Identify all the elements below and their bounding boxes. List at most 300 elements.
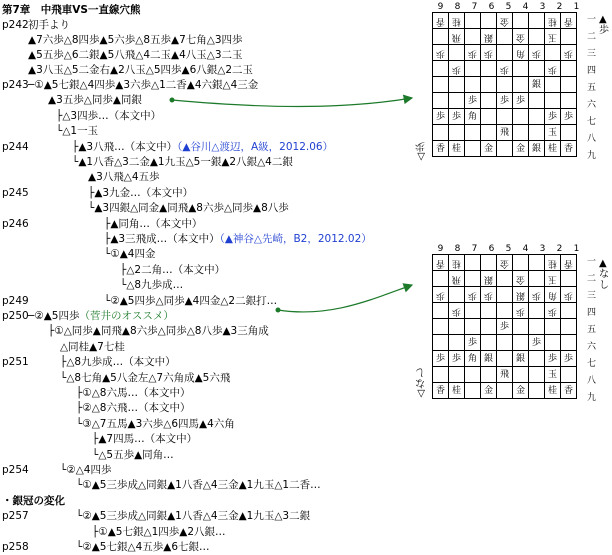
column-number: 7	[471, 244, 478, 254]
shogi-piece: 歩	[467, 95, 477, 106]
shogi-piece: 角	[467, 353, 477, 364]
shogi-piece: 飛	[451, 273, 461, 284]
board-square	[433, 29, 449, 45]
board-square	[449, 125, 465, 141]
shogi-piece: 歩	[499, 321, 509, 332]
board-square	[561, 335, 577, 351]
shogi-piece: 銀	[515, 353, 525, 364]
board-square	[545, 61, 561, 77]
shogi-piece: 歩	[467, 47, 477, 58]
board-square	[513, 141, 529, 157]
shogi-piece: 金	[515, 385, 525, 396]
shogi-piece: 歩	[435, 289, 445, 300]
board-square	[465, 29, 481, 45]
board-square	[529, 287, 545, 303]
board-square	[529, 271, 545, 287]
board-square	[529, 109, 545, 125]
shogi-piece: 歩	[451, 353, 461, 364]
column-number: 6	[488, 244, 495, 254]
board-square	[433, 109, 449, 125]
board-square	[481, 141, 497, 157]
board-square	[513, 319, 529, 335]
sente-hand-1: ▲歩	[599, 14, 609, 36]
shogi-piece: 歩	[531, 289, 541, 300]
board-square	[433, 383, 449, 399]
row-number: 二	[587, 274, 597, 284]
row-number: 四	[587, 66, 597, 76]
move-sequence: └②▲5四歩△同歩▲4四金△2二銀打…	[104, 294, 278, 307]
row-number: 一	[587, 15, 597, 25]
board-square	[561, 255, 577, 271]
board-2-column-numbers	[432, 244, 585, 254]
board-square	[449, 303, 465, 319]
board-square	[529, 93, 545, 109]
column-number: 2	[556, 244, 563, 254]
shogi-piece: 歩	[547, 63, 557, 74]
move-sequence: ─①▲5七銀△4四歩▲3六歩△1二香▲4六銀△4三金	[28, 79, 259, 91]
board-square	[545, 77, 561, 93]
column-number: 6	[488, 2, 495, 12]
board-square	[449, 13, 465, 29]
board-square	[529, 351, 545, 367]
board-square	[449, 287, 465, 303]
page-number: p251	[2, 356, 29, 369]
board-square	[529, 45, 545, 61]
shogi-piece: 歩	[499, 95, 509, 106]
move-sequence: └△8七角▲5八金左△7六角成▲5六飛	[60, 371, 231, 384]
shogi-piece: 角	[547, 289, 557, 300]
shogi-piece: 桂	[451, 143, 461, 154]
shogi-piece: 香	[435, 385, 445, 396]
board-square	[433, 335, 449, 351]
board-square	[529, 61, 545, 77]
board-square	[449, 29, 465, 45]
board-square	[513, 29, 529, 45]
board-square	[529, 125, 545, 141]
board-square	[545, 13, 561, 29]
board-square	[513, 13, 529, 29]
move-sequence: ├②△8六飛…（本文中）	[76, 402, 191, 415]
column-number: 3	[539, 2, 546, 12]
board-1-row-numbers	[587, 12, 596, 165]
page-number: p244	[2, 140, 29, 153]
board-square	[481, 367, 497, 383]
board-square	[561, 271, 577, 287]
board-square	[545, 335, 561, 351]
board-square	[481, 29, 497, 45]
board-square	[545, 93, 561, 109]
shogi-piece: 金	[499, 257, 509, 268]
shogi-piece: 桂	[547, 257, 557, 268]
board-square	[513, 287, 529, 303]
board-square	[529, 383, 545, 399]
shogi-piece: 金	[515, 273, 525, 284]
row-number: 八	[587, 376, 597, 386]
board-square	[465, 77, 481, 93]
move-sequence: └③△7五馬▲3六歩△6四馬▲4六角	[76, 417, 235, 430]
move-sequence: ├①△同歩▲同飛▲8六歩△同歩△8八歩▲3三角成	[48, 325, 269, 338]
board-square	[513, 93, 529, 109]
board-square	[449, 271, 465, 287]
board-square	[449, 141, 465, 157]
board-square	[465, 93, 481, 109]
board-square	[513, 125, 529, 141]
board-square	[545, 109, 561, 125]
column-number: 5	[505, 244, 512, 254]
board-square	[513, 303, 529, 319]
shogi-piece: 香	[563, 257, 573, 268]
board-square	[481, 93, 497, 109]
shogi-piece: 香	[563, 15, 573, 26]
board-square	[465, 303, 481, 319]
board-square	[497, 367, 513, 383]
board-square	[433, 141, 449, 157]
board-square	[465, 319, 481, 335]
board-square	[433, 351, 449, 367]
board-square	[561, 61, 577, 77]
board-square	[433, 13, 449, 29]
shogi-board-1	[432, 12, 577, 157]
board-square	[529, 367, 545, 383]
column-number: 2	[556, 2, 563, 12]
board-square	[465, 61, 481, 77]
board-square	[561, 303, 577, 319]
shogi-piece: 金	[499, 15, 509, 26]
shogi-piece: 角	[467, 111, 477, 122]
board-square	[481, 351, 497, 367]
shogi-piece: 歩	[451, 63, 461, 74]
move-sequence: ├△3四歩…（本文中）	[56, 109, 162, 122]
section-title: ・銀冠の変化	[2, 495, 65, 507]
page-number: p254	[2, 464, 29, 476]
board-square	[545, 45, 561, 61]
shogi-piece: 飛	[451, 31, 461, 42]
board-square	[497, 13, 513, 29]
column-number: 9	[437, 244, 444, 254]
board-square	[513, 335, 529, 351]
board-square	[545, 367, 561, 383]
move-sequence: ├①△8六馬…（本文中）	[76, 387, 191, 399]
shogi-piece: 歩	[547, 111, 557, 122]
page-number: p245	[2, 186, 29, 199]
board-square	[433, 271, 449, 287]
shogi-piece: 歩	[483, 47, 493, 58]
shogi-piece: 香	[563, 385, 573, 396]
column-number: 3	[539, 244, 546, 254]
board-square	[513, 61, 529, 77]
shogi-piece: 歩	[435, 111, 445, 122]
row-number: 七	[587, 117, 597, 127]
board-square	[481, 109, 497, 125]
move-sequence: ▲3八飛△4五歩	[88, 171, 160, 184]
board-square	[497, 271, 513, 287]
board-square	[465, 287, 481, 303]
board-square	[529, 29, 545, 45]
board-square	[497, 93, 513, 109]
move-sequence: ├▲同角…（本文中）	[104, 217, 203, 230]
row-number: 五	[587, 83, 597, 93]
shogi-board-2	[432, 254, 577, 399]
board-square	[465, 125, 481, 141]
board-square	[465, 271, 481, 287]
board-square	[561, 93, 577, 109]
board-1-column-numbers	[432, 2, 585, 12]
board-square	[449, 61, 465, 77]
arrow-to-board-1	[172, 98, 412, 107]
board-square	[497, 351, 513, 367]
board-square	[433, 125, 449, 141]
board-square	[497, 335, 513, 351]
shogi-piece: 歩	[499, 63, 509, 74]
board-square	[449, 335, 465, 351]
board-square	[497, 303, 513, 319]
shogi-piece: 銀	[483, 31, 493, 42]
board-square	[497, 287, 513, 303]
move-sequence: └△5五歩▲同角…	[92, 448, 174, 461]
board-square	[529, 13, 545, 29]
shogi-piece: 歩	[483, 289, 493, 300]
board-square	[561, 287, 577, 303]
row-number: 九	[587, 151, 597, 161]
column-number: 9	[437, 2, 444, 12]
move-sequence: ├▲3八飛…（本文中）（▲谷川△渡辺，A級，2012.06）	[72, 140, 334, 153]
board-square	[481, 255, 497, 271]
board-square	[481, 13, 497, 29]
board-square	[529, 255, 545, 271]
board-square	[433, 367, 449, 383]
board-square	[545, 383, 561, 399]
shogi-piece: 銀	[531, 79, 541, 90]
move-sequence: └▲1八香△3二金▲1九玉△5一銀▲2八銀△4二銀	[72, 156, 293, 168]
gote-hand-2: △なし	[415, 366, 425, 399]
shogi-piece: 銀	[515, 289, 525, 300]
board-square	[481, 45, 497, 61]
page-number: p250	[2, 310, 29, 322]
board-square	[449, 77, 465, 93]
board-square	[545, 125, 561, 141]
board-square	[497, 45, 513, 61]
move-sequence: └②▲5七銀△4五歩▲6七銀…	[76, 541, 210, 553]
shogi-piece: 歩	[435, 353, 445, 364]
arrow-to-board-2	[278, 285, 412, 312]
board-square	[497, 319, 513, 335]
shogi-piece: 歩	[467, 289, 477, 300]
shogi-piece: 玉	[547, 31, 557, 42]
shogi-piece: 桂	[547, 15, 557, 26]
board-square	[545, 271, 561, 287]
board-square	[465, 45, 481, 61]
board-square	[529, 319, 545, 335]
column-number: 4	[522, 244, 529, 254]
row-number: 二	[587, 32, 597, 42]
game-reference-note: （▲谷川△渡辺，A級，2012.06）	[177, 140, 334, 153]
move-sequence: └△1一玉	[56, 125, 99, 138]
shogi-piece: 桂	[451, 385, 461, 396]
board-square	[497, 255, 513, 271]
board-square	[481, 383, 497, 399]
move-sequence: └①▲5三歩成△同銀▲1八香△4三金▲1九玉△1二香…	[76, 479, 321, 492]
shogi-piece: 桂	[451, 257, 461, 268]
initial-label: 初手より	[28, 19, 70, 31]
shogi-piece: 金	[483, 143, 493, 154]
board-square	[561, 125, 577, 141]
board-square	[481, 319, 497, 335]
move-sequence: ├①▲5七銀△1四歩▲2八銀…	[92, 525, 226, 538]
shogi-piece: 歩	[563, 111, 573, 122]
board-square	[561, 383, 577, 399]
board-square	[529, 77, 545, 93]
game-reference-note: （菅井のオススメ）	[79, 310, 174, 322]
chapter-title: 第7章 中飛車VS一直線穴熊	[2, 4, 141, 16]
board-square	[529, 303, 545, 319]
board-square	[481, 303, 497, 319]
page-number: p243	[2, 79, 29, 91]
page-number: p258	[2, 541, 29, 553]
board-square	[465, 383, 481, 399]
gote-hand-1: △歩	[415, 140, 425, 162]
board-square	[545, 141, 561, 157]
move-sequence: ├▲3三飛成…（本文中）（▲神谷△先崎，B2，2012.02）	[104, 233, 372, 245]
board-square	[513, 367, 529, 383]
board-square	[449, 93, 465, 109]
board-square	[545, 287, 561, 303]
board-square	[561, 77, 577, 93]
board-square	[481, 335, 497, 351]
column-number: 7	[471, 2, 478, 12]
row-number: 三	[587, 49, 597, 59]
board-square	[433, 93, 449, 109]
board-square	[433, 255, 449, 271]
board-square	[513, 271, 529, 287]
shogi-piece: 歩	[467, 337, 477, 348]
shogi-piece: 玉	[547, 273, 557, 284]
board-square	[465, 13, 481, 29]
board-square	[449, 319, 465, 335]
shogi-piece: 飛	[499, 127, 509, 138]
board-square	[481, 77, 497, 93]
shogi-piece: 飛	[499, 369, 509, 380]
shogi-piece: 角	[515, 47, 525, 58]
board-square	[545, 255, 561, 271]
board-square	[449, 109, 465, 125]
shogi-piece: 玉	[547, 369, 557, 380]
board-square	[513, 383, 529, 399]
move-sequence: ▲3五歩△同歩▲同銀	[48, 94, 142, 107]
shogi-piece: 歩	[515, 305, 525, 316]
board-square	[433, 287, 449, 303]
row-number: 六	[587, 100, 597, 110]
shogi-piece: 金	[515, 143, 525, 154]
move-sequence: └②△4四歩	[60, 464, 112, 476]
shogi-piece: 歩	[435, 47, 445, 58]
board-square	[513, 77, 529, 93]
move-sequence: ├△2二角…（本文中）	[120, 263, 226, 276]
board-square	[481, 287, 497, 303]
board-square	[529, 335, 545, 351]
column-number: 1	[573, 244, 580, 254]
board-square	[449, 383, 465, 399]
board-square	[497, 383, 513, 399]
column-number: 4	[522, 2, 529, 12]
board-square	[561, 319, 577, 335]
shogi-piece: 金	[515, 31, 525, 42]
row-number: 八	[587, 134, 597, 144]
board-square	[433, 45, 449, 61]
board-square	[497, 141, 513, 157]
row-number: 一	[587, 257, 597, 267]
board-square	[497, 109, 513, 125]
board-square	[513, 351, 529, 367]
shogi-piece: 歩	[451, 111, 461, 122]
board-square	[465, 351, 481, 367]
board-square	[433, 319, 449, 335]
shogi-piece: 桂	[547, 143, 557, 154]
board-square	[497, 77, 513, 93]
board-square	[497, 29, 513, 45]
board-square	[513, 109, 529, 125]
board-square	[481, 61, 497, 77]
move-sequence: ├△8九歩成…（本文中）	[60, 356, 176, 369]
move-sequence: △同桂▲7七桂	[60, 340, 125, 353]
board-square	[465, 109, 481, 125]
move-sequence: ─②▲5四歩（菅井のオススメ）	[28, 310, 174, 322]
board-square	[481, 271, 497, 287]
board-square	[465, 367, 481, 383]
page-number: p249	[2, 294, 29, 307]
board-square	[481, 125, 497, 141]
page-number: p242	[2, 19, 29, 31]
shogi-piece: 歩	[547, 305, 557, 316]
row-number: 五	[587, 325, 597, 335]
row-number: 九	[587, 393, 597, 403]
board-square	[449, 255, 465, 271]
board-square	[449, 351, 465, 367]
sente-hand-2: ▲なし	[599, 258, 609, 291]
shogi-piece: 玉	[547, 127, 557, 138]
move-sequence: └②▲5三歩成△同銀▲1八香△4三金▲1九玉△3二銀	[76, 510, 311, 522]
move-sequence: └▲3四銀△同金▲同飛▲8六歩△同歩▲8八歩	[88, 202, 289, 215]
board-square	[561, 45, 577, 61]
shogi-piece: 香	[435, 15, 445, 26]
board-square	[545, 319, 561, 335]
page-number: p246	[2, 217, 29, 230]
board-square	[545, 303, 561, 319]
shogi-piece: 香	[435, 257, 445, 268]
shogi-piece: 香	[563, 143, 573, 154]
move-sequence: └△8九歩成…	[120, 279, 184, 292]
board-square	[561, 13, 577, 29]
board-square	[561, 141, 577, 157]
board-square	[465, 335, 481, 351]
shogi-piece: 金	[483, 385, 493, 396]
shogi-piece: 歩	[531, 47, 541, 58]
row-number: 四	[587, 308, 597, 318]
shogi-piece: 歩	[451, 305, 461, 316]
board-square	[513, 255, 529, 271]
shogi-piece: 歩	[531, 337, 541, 348]
shogi-piece: 銀	[531, 143, 541, 154]
board-square	[561, 109, 577, 125]
shogi-piece: 桂	[451, 15, 461, 26]
board-square	[465, 255, 481, 271]
game-reference-note: （▲神谷△先崎，B2，2012.02）	[219, 233, 372, 245]
board-square	[433, 77, 449, 93]
shogi-piece: 銀	[483, 273, 493, 284]
move-sequence: └①▲4四金	[104, 248, 156, 261]
board-square	[449, 45, 465, 61]
board-square	[497, 61, 513, 77]
shogi-piece: 桂	[547, 385, 557, 396]
